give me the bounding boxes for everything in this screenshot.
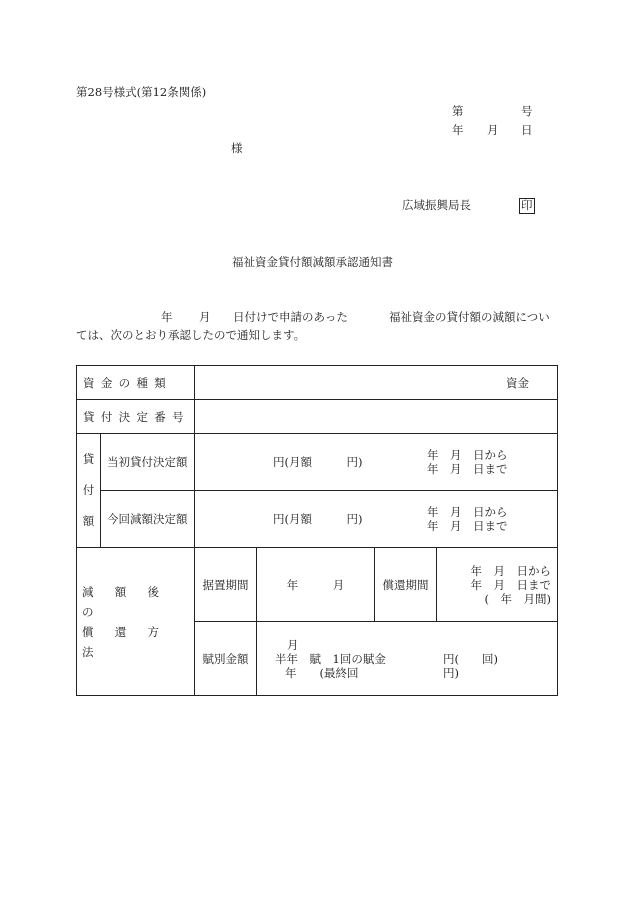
installment-final-amount: 円) (443, 665, 459, 680)
installment-label: 賦別金額 (195, 622, 257, 696)
body-line1-rest: 福祉資金の貸付額の減額につい (389, 310, 550, 324)
repayment-period-to: 年 月 日まで (470, 577, 551, 592)
initial-amount-cell (195, 434, 558, 491)
initial-period-to: 年 月 日まで (427, 462, 508, 476)
deferment-label: 据置期間 (195, 548, 257, 622)
addressee-suffix: 様 (231, 141, 243, 155)
decision-number-label: 貸付決定番号 (77, 400, 195, 434)
reduction-amount-value: 円(月額 円) (273, 512, 363, 526)
repayment-period-label: 償還期間 (375, 548, 437, 622)
installment-final: 年 (最終回 (285, 665, 359, 680)
reduction-period-from: 年 月 日から (427, 505, 508, 519)
document-number-suffix: 号 (521, 104, 533, 118)
loan-reduction-table (76, 365, 558, 696)
installment-cell (257, 622, 558, 696)
repayment-period-cell (437, 548, 558, 622)
body-month: 月 (199, 310, 211, 324)
fund-type-value: 資金 (195, 366, 558, 400)
seal-mark: 印 (521, 198, 533, 212)
repayment-method-label: 減額後の 償還方法 (77, 548, 195, 696)
installment-frequency: 半年 賦 1回の賦金 (275, 651, 386, 666)
repayment-period-from: 年 月 日から (470, 563, 551, 578)
deferment-period-value: 年 月 (257, 548, 375, 622)
date-year: 年 (452, 123, 464, 137)
loan-amount-group-label: 貸 付 額 (77, 434, 101, 548)
reduction-period-to: 年 月 日まで (427, 519, 508, 533)
initial-amount-label: 当初貸付決定額 (101, 434, 195, 491)
document-number-prefix: 第 (452, 104, 464, 118)
issuer-name: 広域振興局長 (402, 198, 471, 212)
form-number: 第28号様式(第12条関係) (76, 85, 207, 99)
reduction-amount-label: 今回減額決定額 (101, 491, 195, 548)
document-title: 福祉資金貸付額減額承認通知書 (232, 255, 393, 269)
body-year: 年 (161, 310, 173, 324)
initial-period-from: 年 月 日から (427, 448, 508, 462)
initial-amount-value: 円(月額 円) (273, 455, 363, 469)
body-line2: ては、次のとおり承認したので通知します。 (76, 328, 306, 342)
date-day: 日 (521, 123, 533, 137)
date-month: 月 (487, 123, 499, 137)
installment-month: 月 (287, 637, 299, 652)
repayment-period-span: ( 年 月間) (484, 591, 551, 606)
installment-amount: 円( 回) (443, 651, 498, 666)
reduction-amount-cell (195, 491, 558, 548)
decision-number-value (195, 400, 558, 434)
body-date-text: 日付けで申請のあった (233, 310, 348, 324)
fund-type-label: 資金の種類 (77, 366, 195, 400)
